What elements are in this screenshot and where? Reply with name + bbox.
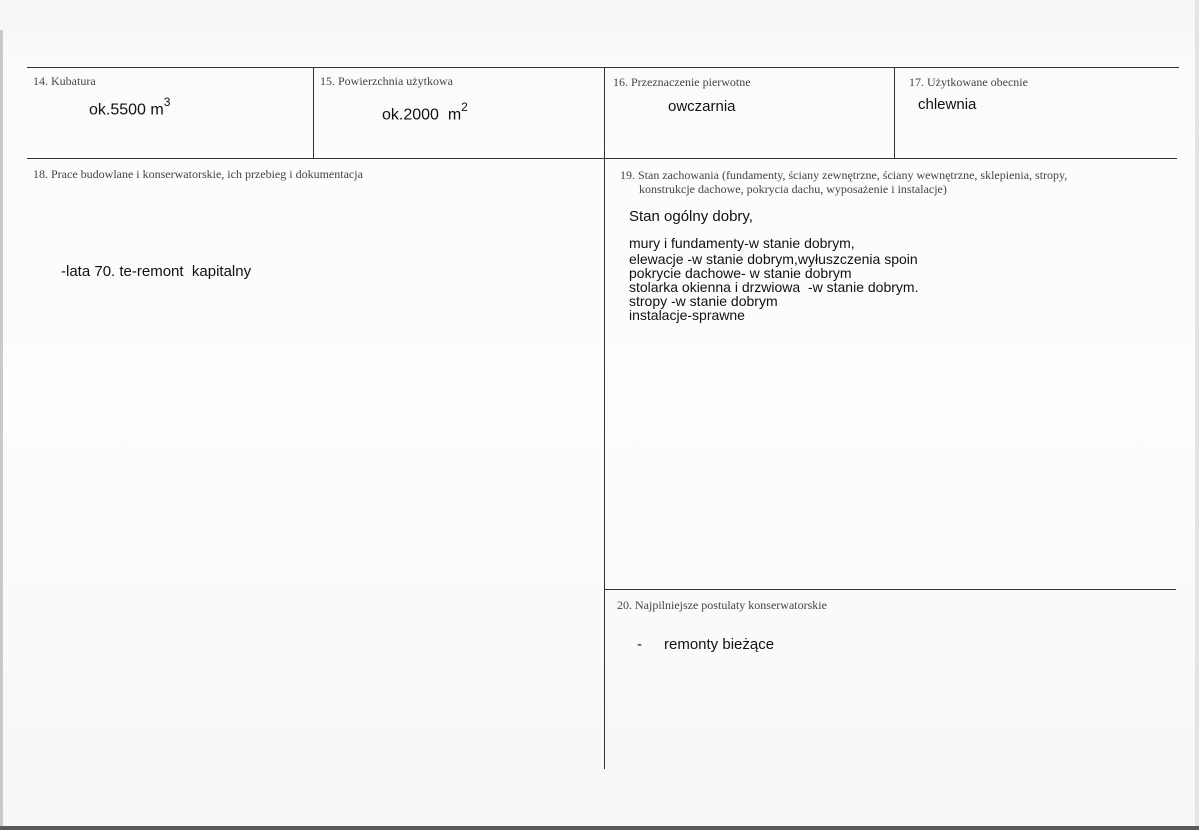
field-15-unit-sup: 2 xyxy=(461,100,468,114)
field-14-number: ok.5500 m xyxy=(89,101,164,119)
field-19-summary: Stan ogólny dobry, xyxy=(629,208,753,225)
condition-item: mury i fundamenty-w stanie dobrym, xyxy=(629,235,855,251)
field-17-label: 17. Użytkowane obecnie xyxy=(909,75,1028,89)
field-18-label: 18. Prace budowlane i konserwatorskie, ich przebieg i dokumentacja xyxy=(33,167,363,181)
scan-edge-right xyxy=(1195,0,1199,830)
field-16-label: 16. Przeznaczenie pierwotne xyxy=(613,75,751,89)
condition-item: pokrycie dachowe- w stanie dobrym xyxy=(629,265,852,281)
field-14-value xyxy=(89,96,170,118)
rule-top xyxy=(27,67,1179,68)
condition-item: instalacje-sprawne xyxy=(629,307,745,323)
field-19-items xyxy=(629,236,918,322)
field-20-label: 20. Najpilniejsze postulaty konserwatorskie xyxy=(617,598,827,612)
rule-field20-top xyxy=(605,589,1176,590)
field-15-value xyxy=(382,101,468,123)
field-19-label: 19. Stan zachowania (fundamenty, ściany zewnętrzne, ściany wewnętrzne, sklepienia, stropy, xyxy=(620,168,1068,182)
condition-item: stolarka okienna i drzwiowa -w stanie dobrym. xyxy=(629,279,919,295)
field-16-value: owczarnia xyxy=(668,98,736,115)
field-19-label-line2: konstrukcje dachowe, pokrycia dachu, wyposażenie i instalacje) xyxy=(639,182,947,196)
field-18-value: -lata 70. te-remont kapitalny xyxy=(61,263,252,280)
field-20-bullet: - xyxy=(637,636,642,653)
rule-row1-bottom xyxy=(27,158,1177,159)
condition-item: stropy -w stanie dobrym xyxy=(629,293,778,309)
scan-edge-left xyxy=(0,30,3,830)
field-15-number: ok.2000 m xyxy=(382,106,462,124)
divider-14-15 xyxy=(313,67,314,158)
scan-edge-bottom xyxy=(0,826,1199,830)
field-14-unit-sup: 3 xyxy=(163,95,171,109)
divider-center xyxy=(604,67,605,769)
field-17-value: chlewnia xyxy=(918,96,977,113)
field-14-label: 14. Kubatura xyxy=(33,74,96,88)
condition-item: elewacje -w stanie dobrym,wyłuszczenia spoin xyxy=(629,251,918,267)
divider-16-17 xyxy=(894,67,895,158)
field-20-value: remonty bieżące xyxy=(664,636,775,653)
field-15-label: 15. Powierzchnia użytkowa xyxy=(320,74,453,88)
